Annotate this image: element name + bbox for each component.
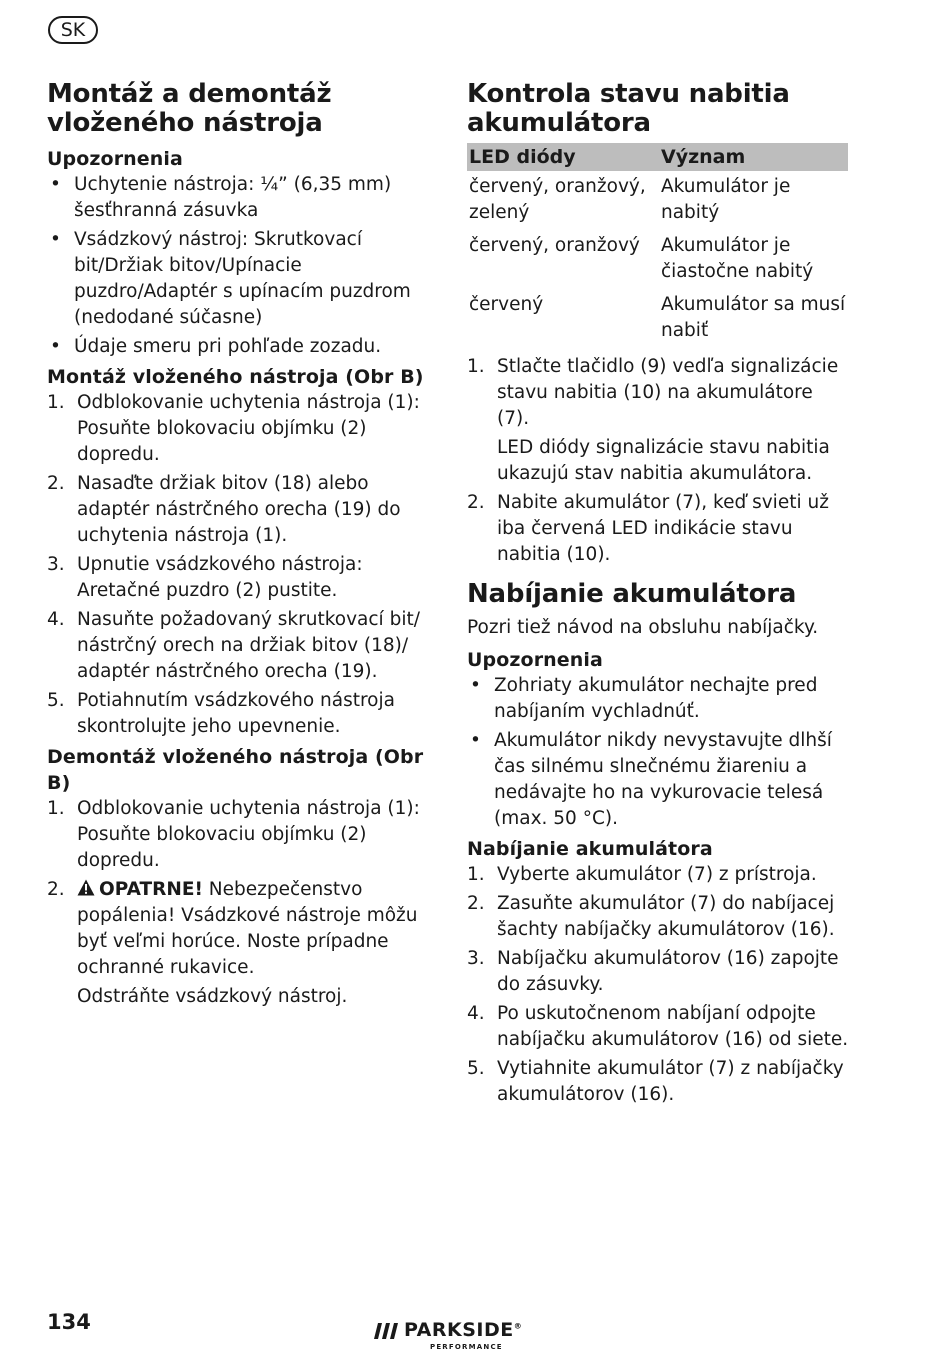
table-header-meaning: Význam bbox=[659, 143, 848, 171]
notes-list bbox=[47, 172, 427, 360]
list-item bbox=[467, 490, 849, 568]
step-number: 1. bbox=[467, 864, 485, 885]
list-item bbox=[467, 862, 849, 888]
list-item bbox=[467, 1001, 849, 1053]
section-title-charging: Nabíjanie akumulátora bbox=[467, 579, 797, 609]
language-badge: SK bbox=[48, 16, 98, 44]
logo-stripes-icon bbox=[374, 1323, 400, 1339]
table-cell: červený bbox=[469, 294, 544, 315]
table-cell: červený, oranžový bbox=[469, 235, 640, 256]
step-number: 1. bbox=[47, 392, 65, 413]
charge-steps-heading: Nabíjanie akumulátora bbox=[467, 838, 713, 860]
step-number: 4. bbox=[467, 1003, 485, 1024]
brand-logo bbox=[374, 1318, 534, 1354]
section-title-mount: Montáž a demontáž vloženého nástroja bbox=[47, 79, 332, 138]
list-item bbox=[47, 688, 427, 740]
step-number: 3. bbox=[47, 554, 65, 575]
list-item bbox=[47, 552, 427, 604]
charge-notes-list bbox=[467, 673, 849, 832]
list-item bbox=[47, 390, 427, 468]
check-steps bbox=[467, 354, 849, 568]
warning-triangle-icon bbox=[77, 879, 95, 896]
list-item bbox=[467, 354, 849, 487]
step-text: Nebezpečenstvo popálenia! Vsádzkové nástroje môžu byť veľmi horúce. Noste prípadne ochranné rukavice. bbox=[77, 879, 418, 978]
table-cell: Akumulátor je čiastočne nabitý bbox=[661, 235, 814, 282]
list-item: • Vsádzkový nástroj: Skrutkovací bit/Držiak bitov/Upínacie puzdro/Adaptér s upínacím puzdrom (nedodané súčasne) bbox=[47, 227, 427, 331]
charge-steps bbox=[467, 862, 849, 1108]
table-cell: Akumulátor sa musí nabiť bbox=[661, 294, 846, 341]
step-number: 5. bbox=[467, 1058, 485, 1079]
step-number: 3. bbox=[467, 948, 485, 969]
page-number: 134 bbox=[47, 1310, 91, 1334]
charging-intro: Pozri tiež návod na obsluhu nabíjačky. bbox=[467, 617, 819, 638]
section-title-charge-state: Kontrola stavu nabitia akumulátora bbox=[467, 79, 790, 138]
list-item: • Zohriaty akumulátor nechajte pred nabíjaním vychladnúť. bbox=[467, 673, 849, 725]
step-text: Odblokovanie uchytenia nástroja (1): Posuňte blokovaciu objímku (2) dopredu. bbox=[77, 392, 420, 465]
list-item bbox=[47, 607, 427, 685]
notes-heading: Upozornenia bbox=[47, 148, 183, 170]
mount-heading: Montáž vloženého nástroja (Obr B) bbox=[47, 366, 424, 388]
table-header-row bbox=[467, 143, 848, 171]
brand-name: PARKSIDE® bbox=[404, 1319, 523, 1341]
list-item bbox=[467, 946, 849, 998]
mount-steps bbox=[47, 390, 427, 740]
step-text: Nabíjačku akumulátorov (16) zapojte do zásuvky. bbox=[497, 948, 839, 995]
step-text: Zasuňte akumulátor (7) do nabíjacej šachty nabíjačky akumulátorov (16). bbox=[497, 893, 835, 940]
list-item: • Akumulátor nikdy nevystavujte dlhší čas silnému slnečnému žiareniu a nedávajte ho na vykurovacie telesá (max. 50 °C). bbox=[467, 728, 849, 832]
step-number: 4. bbox=[47, 609, 65, 630]
table-row bbox=[467, 230, 848, 289]
table-row bbox=[467, 171, 848, 230]
step-number: 2. bbox=[47, 473, 65, 494]
step-text: Potiahnutím vsádzkového nástroja skontrolujte jeho upevnenie. bbox=[77, 690, 395, 737]
step-text: Nasuňte požadovaný skrutkovací bit/ nástrčný orech na držiak bitov (18)/ adaptér nástrčného orecha (19). bbox=[77, 609, 420, 682]
step-subtext: LED diódy signalizácie stavu nabitia ukazujú stav nabitia akumulátora. bbox=[497, 437, 830, 484]
table-header-led: LED diódy bbox=[467, 143, 659, 171]
list-item bbox=[47, 796, 427, 874]
table-cell: Akumulátor je nabitý bbox=[661, 176, 791, 223]
charge-notes-heading: Upozornenia bbox=[467, 649, 603, 671]
step-number: 1. bbox=[467, 356, 485, 377]
right-column bbox=[467, 80, 849, 1111]
step-text: Nasaďte držiak bitov (18) alebo adaptér nástrčného orecha (19) do uchytenia nástroja (1). bbox=[77, 473, 401, 546]
demount-steps bbox=[47, 796, 427, 1010]
step-number: 5. bbox=[47, 690, 65, 711]
step-number: 2. bbox=[467, 893, 485, 914]
left-column bbox=[47, 80, 427, 1013]
brand-subline: PERFORMANCE bbox=[430, 1343, 503, 1351]
list-item bbox=[467, 1056, 849, 1108]
step-text: Nabite akumulátor (7), keď svieti už iba červená LED indikácie stavu nabitia (10). bbox=[497, 492, 829, 565]
list-item bbox=[47, 471, 427, 549]
step-text: Vytiahnite akumulátor (7) z nabíjačky akumulátorov (16). bbox=[497, 1058, 844, 1105]
warning-label: OPATRNE! bbox=[99, 879, 203, 900]
step-text: Upnutie vsádzkového nástroja: Aretačné puzdro (2) pustite. bbox=[77, 554, 363, 601]
led-table bbox=[467, 143, 848, 348]
table-cell: červený, oranžový, zelený bbox=[469, 176, 646, 223]
step-text: Stlačte tlačidlo (9) vedľa signalizácie stavu nabitia (10) na akumulátore (7). bbox=[497, 356, 839, 429]
table-row bbox=[467, 289, 848, 348]
list-item bbox=[467, 891, 849, 943]
step-subtext: Odstráňte vsádzkový nástroj. bbox=[77, 986, 348, 1007]
step-text: Po uskutočnenom nabíjaní odpojte nabíjačku akumulátorov (16) od siete. bbox=[497, 1003, 849, 1050]
list-item bbox=[47, 877, 427, 1010]
step-number: 2. bbox=[467, 492, 485, 513]
brand-mark: ® bbox=[513, 1321, 523, 1331]
step-text: Vyberte akumulátor (7) z prístroja. bbox=[497, 864, 817, 885]
list-item: • Uchytenie nástroja: ¼” (6,35 mm) šesťhranná zásuvka bbox=[47, 172, 427, 224]
step-number: 2. bbox=[47, 879, 65, 900]
step-text: Odblokovanie uchytenia nástroja (1): Posuňte blokovaciu objímku (2) dopredu. bbox=[77, 798, 420, 871]
demount-heading: Demontáž vloženého nástroja (Obr B) bbox=[47, 746, 424, 794]
step-number: 1. bbox=[47, 798, 65, 819]
list-item: • Údaje smeru pri pohľade zozadu. bbox=[47, 334, 427, 360]
